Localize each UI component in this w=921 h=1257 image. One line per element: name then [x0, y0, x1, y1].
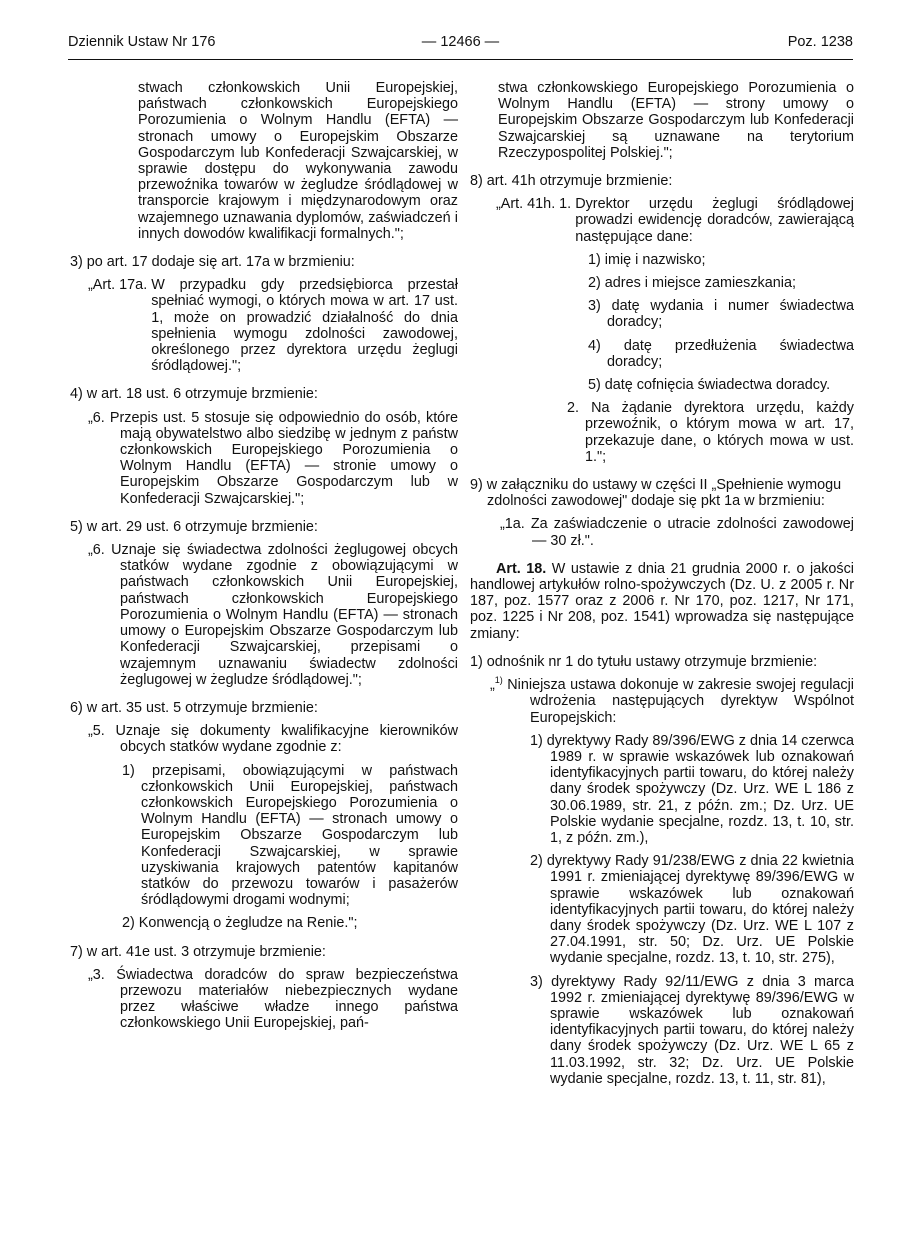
point-7-text: „3. Świadectwa doradców do spraw bezpieczeństwa przewozu materiałów niebezpiecznych wydane przez właściwe władze innego państwa członkowskiego Unii Europejskiej, pań- [88, 966, 458, 1032]
register-item: 1) imię i nazwisko; [588, 251, 706, 268]
left-column [70, 80, 458, 1032]
article-41h-ust-2: 2. Na żądanie dyrektora urzędu, każdy przewoźnik, o którym mowa w art. 17, przekazuje dane, o których mowa w ust. 1."; [567, 400, 854, 465]
directive-item: 1) dyrektywy Rady 89/396/EWG z dnia 14 czerwca 1989 r. w sprawie wskazówek lub oznakowań identyfikacyjnych partii towaru, do której należy dany środek spożywczy (Dz. Urz. WE L 186 z 30.06.1989, str. 21, z późn. zm.; Dz. Urz. UE Polskie wydanie specjalne, rozdz. 13, t. 10, str. 1, z późn. zm.), [530, 732, 854, 846]
point-4: 4) w art. 18 ust. 6 otrzymuje brzmienie: [70, 386, 318, 403]
directive-item: 3) dyrektywy Rady 92/11/EWG z dnia 3 marca 1992 r. zmieniającej dyrektywę 89/396/EWG w sprawie wskazówek lub oznakowań identyfikacyjnych partii towaru, do której należy dany środek spożywczy (Dz. Urz. WE L 65 z 11.03.1992, str. 32; Dz. Urz. UE Polskie wydanie specjalne, rozdz. 13, t. 11, str. 81), [530, 973, 854, 1087]
point-5-text: „6. Uznaje się świadectwa zdolności żeglugowej obcych statków wydane zgodnie z obowiązującymi w państwach członkowskich Unii Europejskiej, państwach członkowskich Europejskiego Porozumienia o Wolnym Handlu (EFTA) — stronach umowy o Europejskim Obszarze Gospodarczym lub Konfederacji Szwajcarskiej, przepisami o wzajemnym uznawaniu świadectw zdolności żeglugowej w żegludze śródlądowej."; [88, 542, 458, 688]
journal-title: Dziennik Ustaw Nr 176 [68, 34, 216, 50]
article-18-text: W ustawie z dnia 21 grudnia 2000 r. o jakości handlowej artykułów rolno-spożywczych (Dz. U. z 2005 r. Nr 187, poz. 1577 oraz z 2006 r. Nr 170, poz. 1217, Nr 171, poz. 1225 i Nr 208, poz. 1541) wprowadza się następujące zmiany: [470, 560, 854, 642]
directive-item: 2) dyrektywy Rady 91/238/EWG z dnia 22 kwietnia 1991 r. zmieniającej dyrektywę 89/396/EWG w sprawie wskazówek lub oznakowań identyfikacyjnych partii towaru, do której należy dany środek spożywczy (Dz. Urz. WE L 107 z 27.04.1991, str. 50; Dz. Urz. UE Polskie wydanie specjalne, rozdz. 13, t. 10, str. 275), [530, 853, 854, 967]
page-number: — 12466 — [421, 34, 500, 50]
point-9: 9) w załączniku do ustawy w części II „Spełnienie wymogu zdolności zawodowej" dodaje się pkt 1a w brzmieniu: [470, 477, 842, 510]
point-8: 8) art. 41h otrzymuje brzmienie: [470, 173, 673, 190]
article-18 [470, 561, 854, 642]
article-41h [496, 196, 854, 245]
point-6-text: „5. Uznaje się dokumenty kwalifikacyjne kierowników obcych statków wydane zgodnie z: [88, 723, 458, 756]
article-41h-label: „Art. 41h. 1. [496, 196, 572, 213]
register-item: 2) adres i miejsce zamieszkania; [588, 275, 796, 292]
point-6-sub-1: 1) przepisami, obowiązującymi w państwach członkowskich Unii Europejskiej, państwach członkowskich Europejskiego Porozumienia o Wolnym Handlu (EFTA) — stronach umowy o Europejskim Obszarze Gospodarczym lub Konfederacji Szwajcarskiej, w sprawie uzyskiwania krajowych patentów kapitanów statków do przewozu towarów i pasażerów śródlądowymi drogami wodnymi; [122, 762, 458, 909]
point-4-text: „6. Przepis ust. 5 stosuje się odpowiednio do osób, które mają obywatelstwo albo siedzibę w jednym z państw członkowskich Europejskiego Porozumienia o Wolnym Handlu (EFTA) — stronie umowy o Europejskim Obszarze Gospodarczym lub w Konfederacji Szwajcarskiej."; [88, 409, 458, 507]
position-number: Poz. 1238 [787, 34, 853, 50]
point-7: 7) w art. 41e ust. 3 otrzymuje brzmienie: [70, 943, 326, 960]
article-17a-label: „Art. 17a. [88, 277, 148, 294]
register-item: 4) datę przedłużenia świadectwa doradcy; [588, 337, 854, 370]
right-column [470, 80, 854, 1087]
page-header [68, 34, 853, 54]
continued-paragraph: stwach członkowskich Unii Europejskiej, państwach członkowskich Europejskiego Porozumienia o Wolnym Handlu (EFTA) — stronach umowy o Europejskim Obszarze Gospodarczym lub Konfederacji Szwajcarskiej, w sprawie dostępu do wykonywania zawodu przewoźnika towarów w żegludze śródlądowej w transporcie krajowym i międzynarodowym oraz wzajemnego uznawania dyplomów, zaświadczeń i innych dowodów kwalifikacji formalnych."; [138, 80, 458, 242]
point-6: 6) w art. 35 ust. 5 otrzymuje brzmienie: [70, 699, 318, 716]
point-5: 5) w art. 29 ust. 6 otrzymuje brzmienie: [70, 518, 318, 535]
point-6-sub-2: 2) Konwencją o żegludze na Renie."; [122, 915, 358, 932]
article-17a [88, 277, 458, 374]
article-18-point-1: 1) odnośnik nr 1 do tytułu ustawy otrzymuje brzmienie: [470, 653, 818, 670]
point-3: 3) po art. 17 dodaje się art. 17a w brzmieniu: [70, 254, 355, 271]
footnote-body: Niniejsza ustawa dokonuje w zakresie swojej regulacji wdrożenia następujących dyrektyw Wspólnot Europejskich: [502, 677, 854, 726]
continued-paragraph-right: stwa członkowskiego Europejskiego Porozumienia o Wolnym Handlu (EFTA) — strony umowy o Europejskim Obszarze Gospodarczym lub Konfederacji Szwajcarskiej są uznawane na terytorium Rzeczypospolitej Polskiej."; [498, 80, 854, 161]
point-9-text: „1a. Za zaświadczenie o utracie zdolności zawodowej — 30 zł.". [500, 516, 854, 549]
footnote-marker: 1) [494, 675, 503, 686]
footnote-1-text [490, 677, 854, 726]
header-rule [68, 59, 853, 60]
article-41h-text: Dyrektor urzędu żeglugi śródlądowej prowadzi ewidencję doradców, zawierającą następujące dane: [575, 196, 854, 245]
quote-mark: „ [490, 677, 495, 694]
register-item: 3) datę wydania i numer świadectwa doradcy; [588, 298, 854, 331]
article-17a-text: W przypadku gdy przedsiębiorca przestał spełniać wymogi, o których mowa w art. 17 ust. 1, może on prowadzić działalność do dnia spełnienia wymogu zdolności zawodowej, określonego przez dyrektora urzędu żeglugi śródlądowej."; [151, 277, 458, 375]
article-18-label: Art. 18. [496, 560, 547, 577]
register-item: 5) datę cofnięcia świadectwa doradcy. [588, 377, 831, 394]
